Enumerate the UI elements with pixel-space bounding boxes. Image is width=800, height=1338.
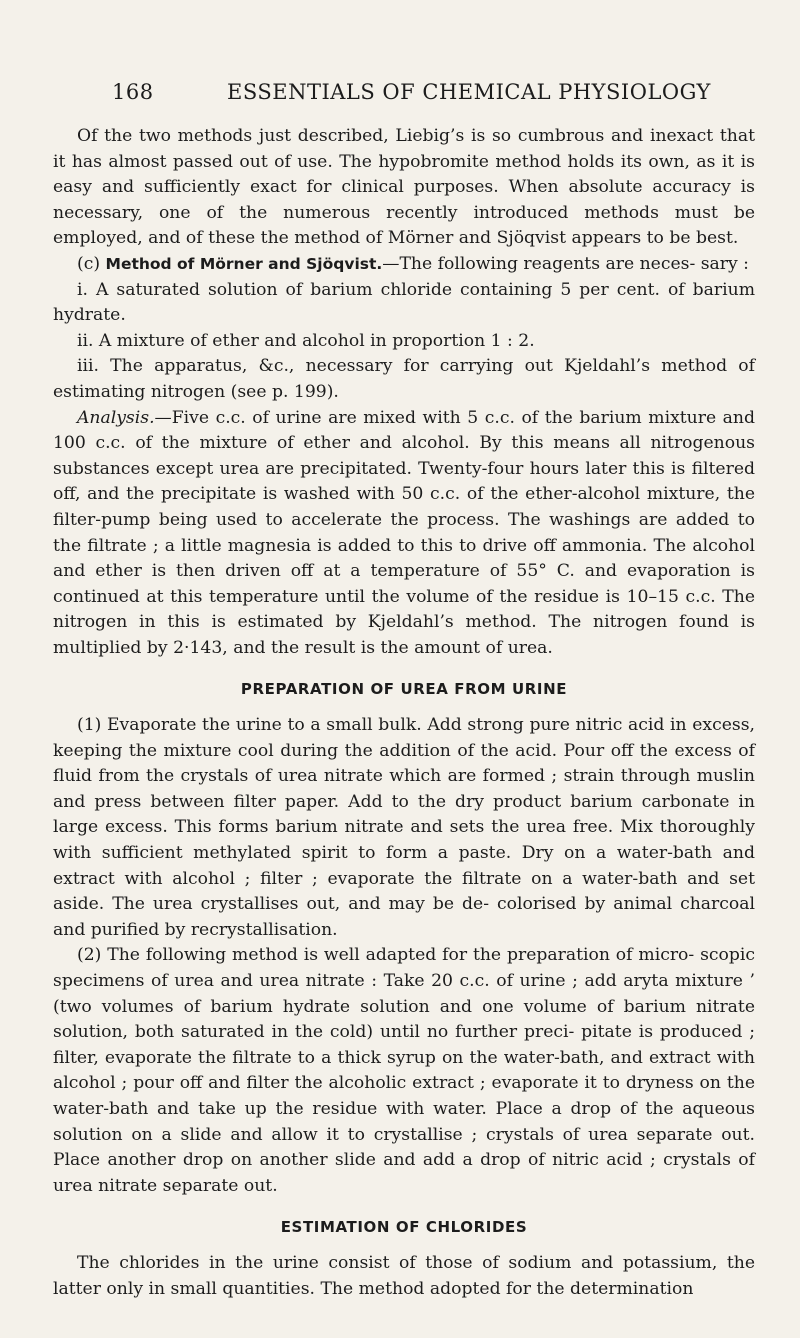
analysis-text: —Five c.c. of urine are mixed with 5 c.c. of the barium mixture and 100 c.c. of the mixture of ether and alcohol. By this means all nitrogenous substances except urea are precipitated. Twenty-four hours later this is filtered off, and the precipitate is washed with 50 c.c. of the ether-alcohol mixture, the filter-pump being used to accelerate the process. The washings are added to the filtrate ; a little magnesia is added to this to drive off ammonia. The alcohol and ether is then driven off at a temperature of 55° C. and evaporation is continued at this temperature until the volume of the residue is 10–15 c.c. The nitrogen in this is estimated by Kjeldahl’s method. The nitrogen found is multiplied by 2·143, and the result is the amount of urea. <box>53 407 755 658</box>
urea-paragraph-2: (2) The following method is well adapted for the preparation of micro- scopic specimens of urea and urea nitrate : Take 20 c.c. of urine ; add aryta mixture ’ (two volumes of barium hydrate solution and one volume of barium nitrate solution, both saturated in the cold) until no further preci- pitate is produced ; filter, evaporate the filtrate to a thick syrup on the water-bath, and extract with alcohol ; pour off and filter the alcoholic extract ; evaporate it to dryness on the water-bath and take up the residue with water. Place a drop of the aqueous solution on a slide and allow it to crystallise ; crystals of urea separate out. Place another drop on another slide and add a drop of nitric acid ; crystals of urea nitrate separate out. <box>53 945 755 1196</box>
method-heading: Method of Mörner and Sjöqvist. <box>105 254 383 273</box>
chlorides-paragraph: The chlorides in the urine consist of those of sodium and potassium, the latter only in small quantities. The method adopted for the determination <box>53 1252 755 1299</box>
reagent-item-1: i. A saturated solution of barium chloride containing 5 per cent. of barium hydrate. <box>53 279 755 326</box>
paragraph-analysis <box>53 406 755 662</box>
analysis-label: Analysis. <box>77 407 155 428</box>
paragraph-method <box>53 252 755 278</box>
page-number: 168 <box>112 80 154 104</box>
reagent-item-2: ii. A mixture of ether and alcohol in proportion 1 : 2. <box>77 330 535 351</box>
method-text: —The following reagents are neces- sary : <box>382 253 749 274</box>
page-body <box>53 124 755 1302</box>
reagent-item-3: iii. The apparatus, &c., necessary for carrying out Kjeldahl’s method of estimating nitrogen (see p. 199). <box>53 356 755 402</box>
section-heading-urea: PREPARATION OF UREA FROM URINE <box>240 680 568 699</box>
method-label: (c) <box>77 253 101 274</box>
section-heading-chlorides: ESTIMATION OF CHLORIDES <box>280 1218 528 1237</box>
urea-paragraph-1: (1) Evaporate the urine to a small bulk. Add strong pure nitric acid in excess, keeping the mixture cool during the addition of the acid. Pour off the excess of fluid from the crystals of urea nitrate which are formed ; strain through muslin and press between filter paper. Add to the dry product barium carbonate in large excess. This forms barium nitrate and sets the urea free. Mix thoroughly with sufficient methylated spirit to form a paste. Dry on a water-bath and extract with alcohol ; filter ; evaporate the filtrate on a water-bath and set aside. The urea crystallises out, and may be de- colorised by animal charcoal and purified by recrystallisation. <box>53 715 755 940</box>
running-title: ESSENTIALS OF CHEMICAL PHYSIOLOGY <box>227 80 711 104</box>
paragraph-intro: Of the two methods just described, Liebig’s is so cumbrous and inexact that it has almost passed out of use. The hypobromite method holds its own, as it is easy and sufficiently exact for clinical purposes. When absolute accuracy is necessary, one of the numerous recently introduced methods must be employed, and of these the method of Mörner and Sjöqvist appears to be best. <box>53 126 755 249</box>
